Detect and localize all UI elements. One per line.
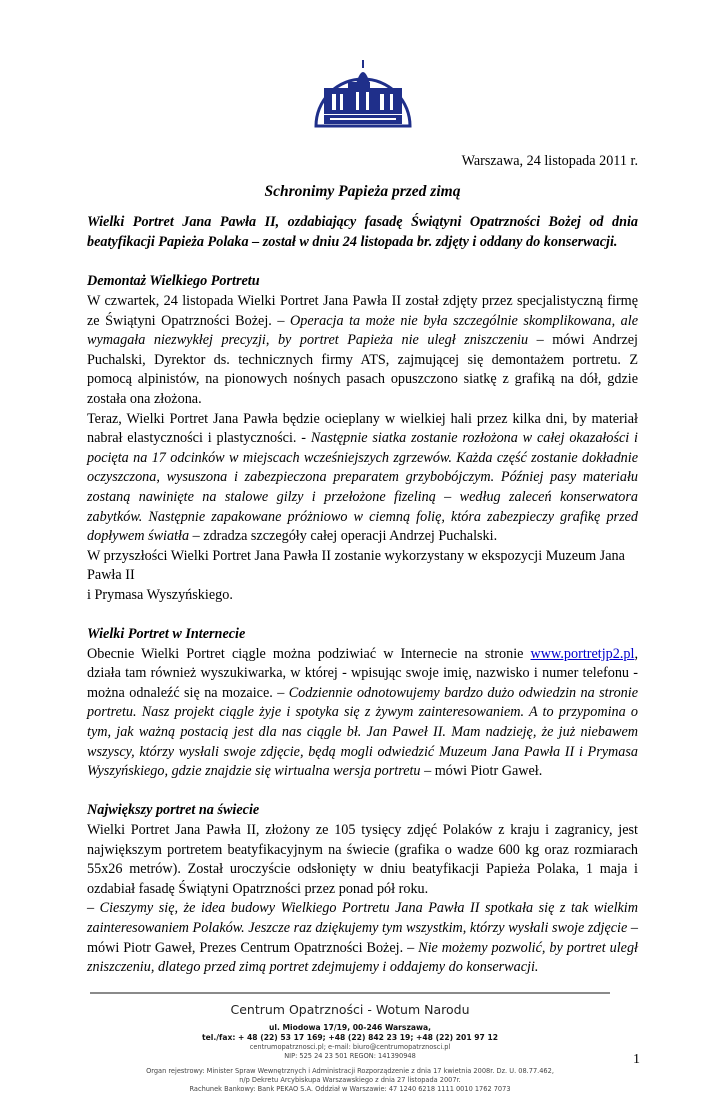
paragraph: W przyszłości Wielki Portret Jana Pawła II zostanie wykorzystany w ekspozycji Muzeum Jana Pawła II bbox=[87, 547, 625, 584]
footer-web: centrumopatrznosci.pl; e-mail: biuro@centrumopatrznosci.pl bbox=[249, 1042, 451, 1051]
logo bbox=[310, 54, 416, 132]
footer-address: ul. Miodowa 17/19, 00-246 Warszawa, bbox=[268, 1022, 432, 1032]
quote-run: by portret Papieża nie uległ zniszczeniu bbox=[277, 332, 529, 349]
letterhead-footer bbox=[90, 992, 610, 1094]
lead-paragraph: Wielki Portret Jana Pawła II, ozdabiający fasadę Świątyni Opatrzności Bożej od dnia beatyfikacji Papieża Polaka – został w dniu 24 listopada br. zdjęty i oddany do konserwacji. bbox=[87, 214, 638, 250]
document-body bbox=[87, 152, 638, 978]
document-title: Schronimy Papieża przed zimą bbox=[264, 182, 461, 200]
document-date: Warszawa, 24 listopada 2011 r. bbox=[461, 153, 638, 169]
paragraph: Wielki Portret Jana Pawła II, złożony ze 105 tysięcy zdjęć Polaków z kraju i zagranicy, jest największym portretem beatyfikacyjnym na świecie (grafika o wadze 600 kg oraz rozmiarach 55x26 metrów). Został uroczyście odsłonięty w dniu beatyfikacji Papieża Polaka, 1 maja i ozdabiał fasadę Świątyni Opatrzności przez ponad pół roku. bbox=[87, 822, 638, 897]
footer-bank: Rachunek Bankowy: Bank PEKAO S.A. Oddział w Warszawie: 47 1240 6218 1111 0010 1762 7073 bbox=[189, 1084, 511, 1093]
footer-phones: tel./fax: + 48 (22) 53 17 169; +48 (22) 842 23 19; +48 (22) 201 97 12 bbox=[201, 1032, 499, 1042]
paragraph bbox=[87, 410, 638, 547]
paragraph bbox=[87, 292, 638, 410]
footer-organ: Organ rejestrowy: Minister Spraw Wewnętrznych i Administracji Rozporządzenie z dnia 17 kwietnia 2008r. Dz. U. 08.77.462, bbox=[146, 1066, 554, 1075]
centrum-logo-icon bbox=[310, 54, 416, 132]
text-run: – zdradza szczegóły całej operacji Andrzej Puchalski. bbox=[189, 528, 498, 545]
text-run: mówi Piotr Gaweł, Prezes Centrum Opatrzności Bożej. – bbox=[87, 939, 419, 956]
text-run: W czwartek, 24 listopada Wielki Portret Jana Pawła II został zdjęty przez specjalistyczną firmę ze Świątyni Opatrzności Bożej. – bbox=[87, 292, 638, 329]
portret-website-link[interactable]: www.portretjp2.pl bbox=[530, 645, 635, 662]
text-run: – mówi Piotr Gaweł. bbox=[420, 763, 543, 780]
page-number: 1 bbox=[633, 1051, 640, 1067]
footer-organ: n/p Dekretu Arcybiskupa Warszawskiego z dnia 27 listopada 2007r. bbox=[239, 1075, 461, 1084]
footer-area bbox=[90, 992, 650, 1094]
section-heading: Wielki Portret w Internecie bbox=[87, 626, 246, 643]
text-run: Teraz, Wielki Portret Jana Pawła będzie ocieplany w wielkiej hali przez kilka dni, by materiał nabrał elastyczności i plastyczności. - bbox=[87, 410, 638, 447]
quote-run: Nie możemy pozwolić, by portret uległ zniszczeniu, dlatego przed zimą portret zdejmujemy i oddajemy do konserwacji. bbox=[87, 939, 638, 976]
quote-run: Operacja ta może nie była szczególnie skomplikowana, ale wymagała niezwykłej precyzji bbox=[87, 312, 638, 349]
paragraph: i Prymasa Wyszyńskiego. bbox=[87, 586, 233, 603]
quote-run: Codziennie odnotowujemy bardzo dużo odwiedzin na stronie portretu. Nasz projekt ciągle żyje i spotyka się z żywym zainteresowaniem. A to przypomina o tym, jak ważną postacią jest dla nas ciągle bł. Jan Paweł II. Mam nadzieję, że już niebawem wszyscy, którzy wysłali swoje zdjęcie, będą mogli odwiedzić Muzeum Jana Pawła II i Prymasa Wyszyńskiego, gdzie znajdzie się wirtualna wersja portretu bbox=[87, 684, 639, 780]
paragraph bbox=[87, 899, 638, 977]
text-run: Obecnie Wielki Portret ciągle można podziwiać w Internecie na stronie bbox=[87, 645, 531, 662]
quote-run: – Cieszymy się, że idea budowy Wielkiego Portretu Jana Pawła II spotkała się z tak wielkim zainteresowaniem Polaków. Jeszcze raz dziękujemy tym wszystkim, którzy wysłali swoje zdjęcie – bbox=[87, 900, 638, 936]
text-run: – mówi Andrzej Puchalski, Dyrektor ds. technicznych firmy ATS, zajmującej się demontażem portretu. Z pomocą alpinistów, na pionowych nośnych pasach opuszczono siatkę z grafiką na dół, gdzie została ona złożona. bbox=[87, 332, 638, 407]
footer-ids: NIP: 525 24 23 501 REGON: 141390948 bbox=[284, 1051, 416, 1060]
text-run: , działa tam również wyszukiwarka, w której - wpisując swoje imię, nazwisko i numer telefonu - można odnaleźć się na mozaice. – bbox=[87, 645, 638, 701]
quote-run: Następnie siatka zostanie rozłożona w całej okazałości i pocięta na 17 odcinków w miejscach wcześniejszych zgrzewów. Każda część zostanie dokładnie oczyszczona, wysuszona i zabezpieczona preparatem grzybobójczym. Później pasy materiału zostaną nawinięte na stalowe gilzy i przełożone fizeliną – według zaleceń konserwatora zabytków. Następnie zapakowane próżniowo w ciemną folię, która zabezpieczy grafikę przed dopływem światła bbox=[87, 430, 638, 545]
paragraph bbox=[87, 645, 638, 782]
section-heading: Największy portret na świecie bbox=[87, 802, 260, 819]
text-run: , bbox=[265, 332, 278, 349]
section-heading: Demontaż Wielkiego Portretu bbox=[87, 273, 260, 290]
footer-org-name: Centrum Opatrzności - Wotum Narodu bbox=[230, 1001, 470, 1017]
